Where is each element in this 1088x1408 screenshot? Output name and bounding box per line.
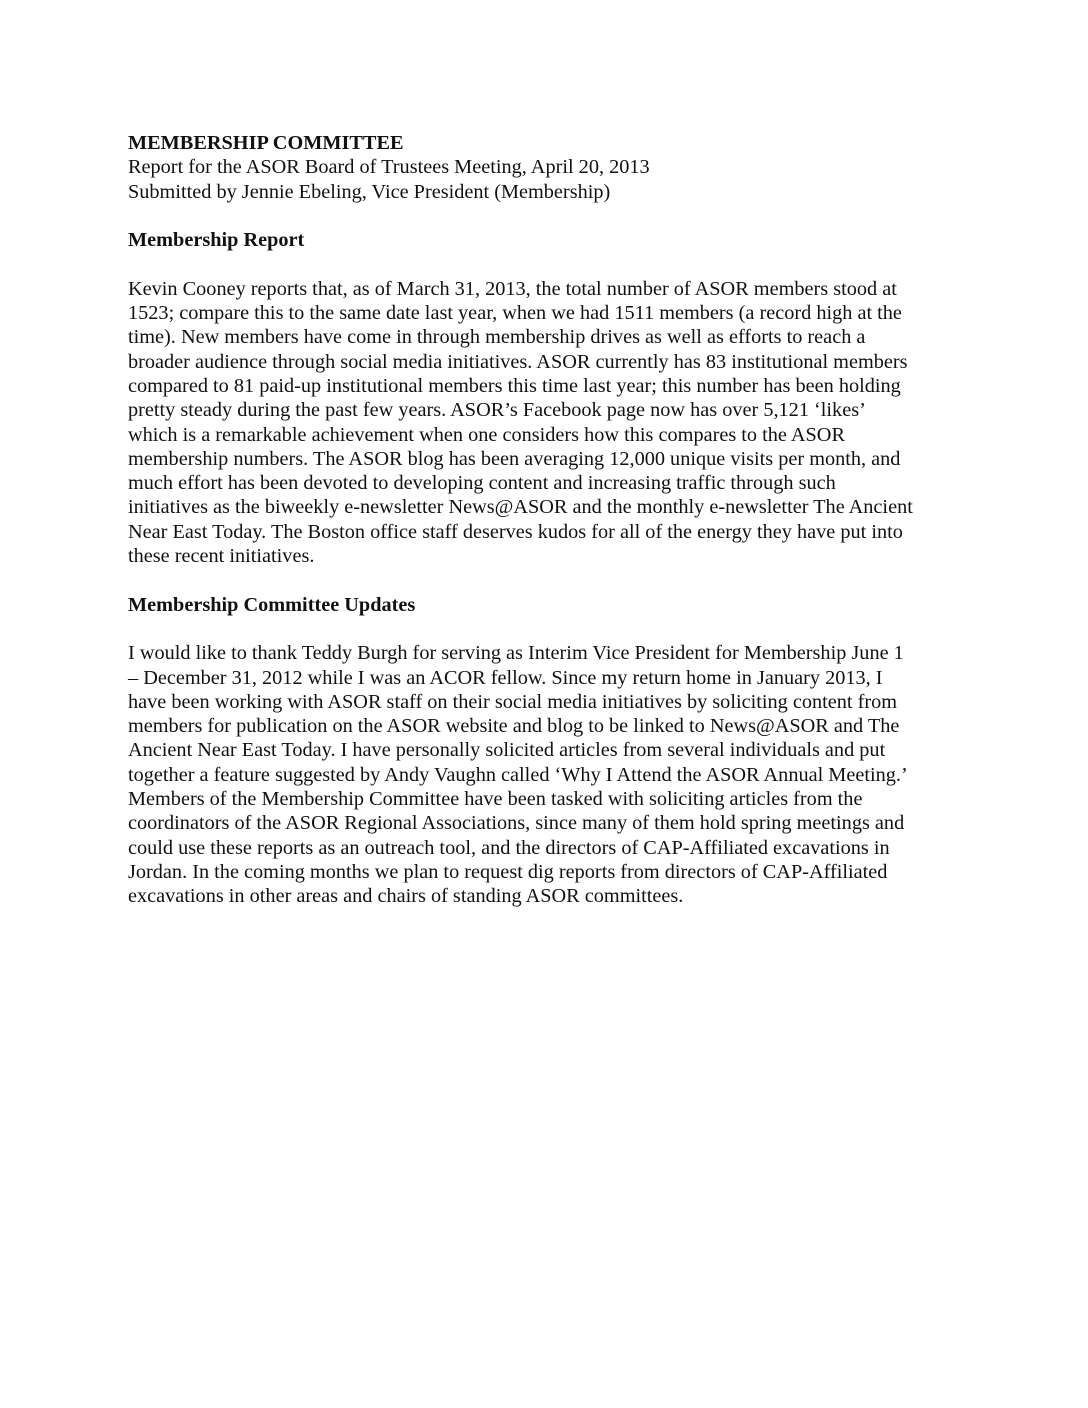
document-subtitle-line: Report for the ASOR Board of Trustees Meeting, April 20, 2013	[128, 156, 650, 179]
paragraph-line: have been working with ASOR staff on their social media initiatives by soliciting content from	[128, 690, 898, 713]
paragraph-line: Kevin Cooney reports that, as of March 31, 2013, the total number of ASOR members stood at	[128, 277, 897, 300]
paragraph-line: initiatives as the biweekly e-newsletter News@ASOR and the monthly e-newsletter The Ancient	[128, 496, 913, 519]
spacer	[128, 204, 964, 228]
section-paragraph	[128, 277, 964, 569]
paragraph-line: excavations in other areas and chairs of standing ASOR committees.	[128, 885, 684, 908]
paragraph-line: these recent initiatives.	[128, 545, 315, 568]
spacer	[128, 617, 964, 641]
spacer	[128, 568, 964, 592]
paragraph-line: broader audience through social media initiatives. ASOR currently has 83 institutional members	[128, 350, 908, 373]
paragraph-line: Jordan. In the coming months we plan to request dig reports from directors of CAP-Affiliated	[128, 860, 888, 883]
paragraph-line: time). New members have come in through membership drives as well as efforts to reach a	[128, 326, 866, 349]
paragraph-line: Near East Today. The Boston office staff deserves kudos for all of the energy they have put into	[128, 520, 903, 543]
paragraph-line: Members of the Membership Committee have been tasked with soliciting articles from the	[128, 788, 863, 811]
paragraph-line: – December 31, 2012 while I was an ACOR fellow. Since my return home in January 2013, I	[128, 666, 883, 689]
paragraph-line: membership numbers. The ASOR blog has been averaging 12,000 unique visits per month, and	[128, 447, 901, 470]
paragraph-line: could use these reports as an outreach tool, and the directors of CAP-Affiliated excavations in	[128, 836, 890, 859]
paragraph-line: pretty steady during the past few years. ASOR’s Facebook page now has over 5,121 ‘likes’	[128, 399, 866, 422]
section-heading: Membership Committee Updates	[128, 593, 416, 616]
paragraph-line: much effort has been devoted to developing content and increasing traffic through such	[128, 472, 836, 495]
section-paragraph	[128, 641, 964, 908]
document-header	[128, 131, 964, 204]
paragraph-line: compared to 81 paid-up institutional members this time last year; this number has been holding	[128, 374, 901, 397]
paragraph-line: coordinators of the ASOR Regional Associations, since many of them hold spring meetings and	[128, 812, 905, 835]
section-heading: Membership Report	[128, 229, 305, 252]
paragraph-line: I would like to thank Teddy Burgh for serving as Interim Vice President for Membership June 1	[128, 642, 904, 665]
document-title: MEMBERSHIP COMMITTEE	[128, 132, 404, 154]
section-membership-committee-updates	[128, 593, 964, 909]
section-membership-report	[128, 228, 964, 568]
spacer	[128, 252, 964, 276]
paragraph-line: 1523; compare this to the same date last year, when we had 1511 members (a record high at the	[128, 302, 902, 325]
document-subtitle-line: Submitted by Jennie Ebeling, Vice President (Membership)	[128, 180, 611, 203]
paragraph-line: together a feature suggested by Andy Vaughn called ‘Why I Attend the ASOR Annual Meeting.’	[128, 763, 908, 786]
paragraph-line: members for publication on the ASOR website and blog to be linked to News@ASOR and The	[128, 715, 900, 738]
document-page	[128, 131, 964, 909]
paragraph-line: Ancient Near East Today. I have personally solicited articles from several individuals and put	[128, 739, 886, 762]
paragraph-line: which is a remarkable achievement when one considers how this compares to the ASOR	[128, 423, 845, 446]
